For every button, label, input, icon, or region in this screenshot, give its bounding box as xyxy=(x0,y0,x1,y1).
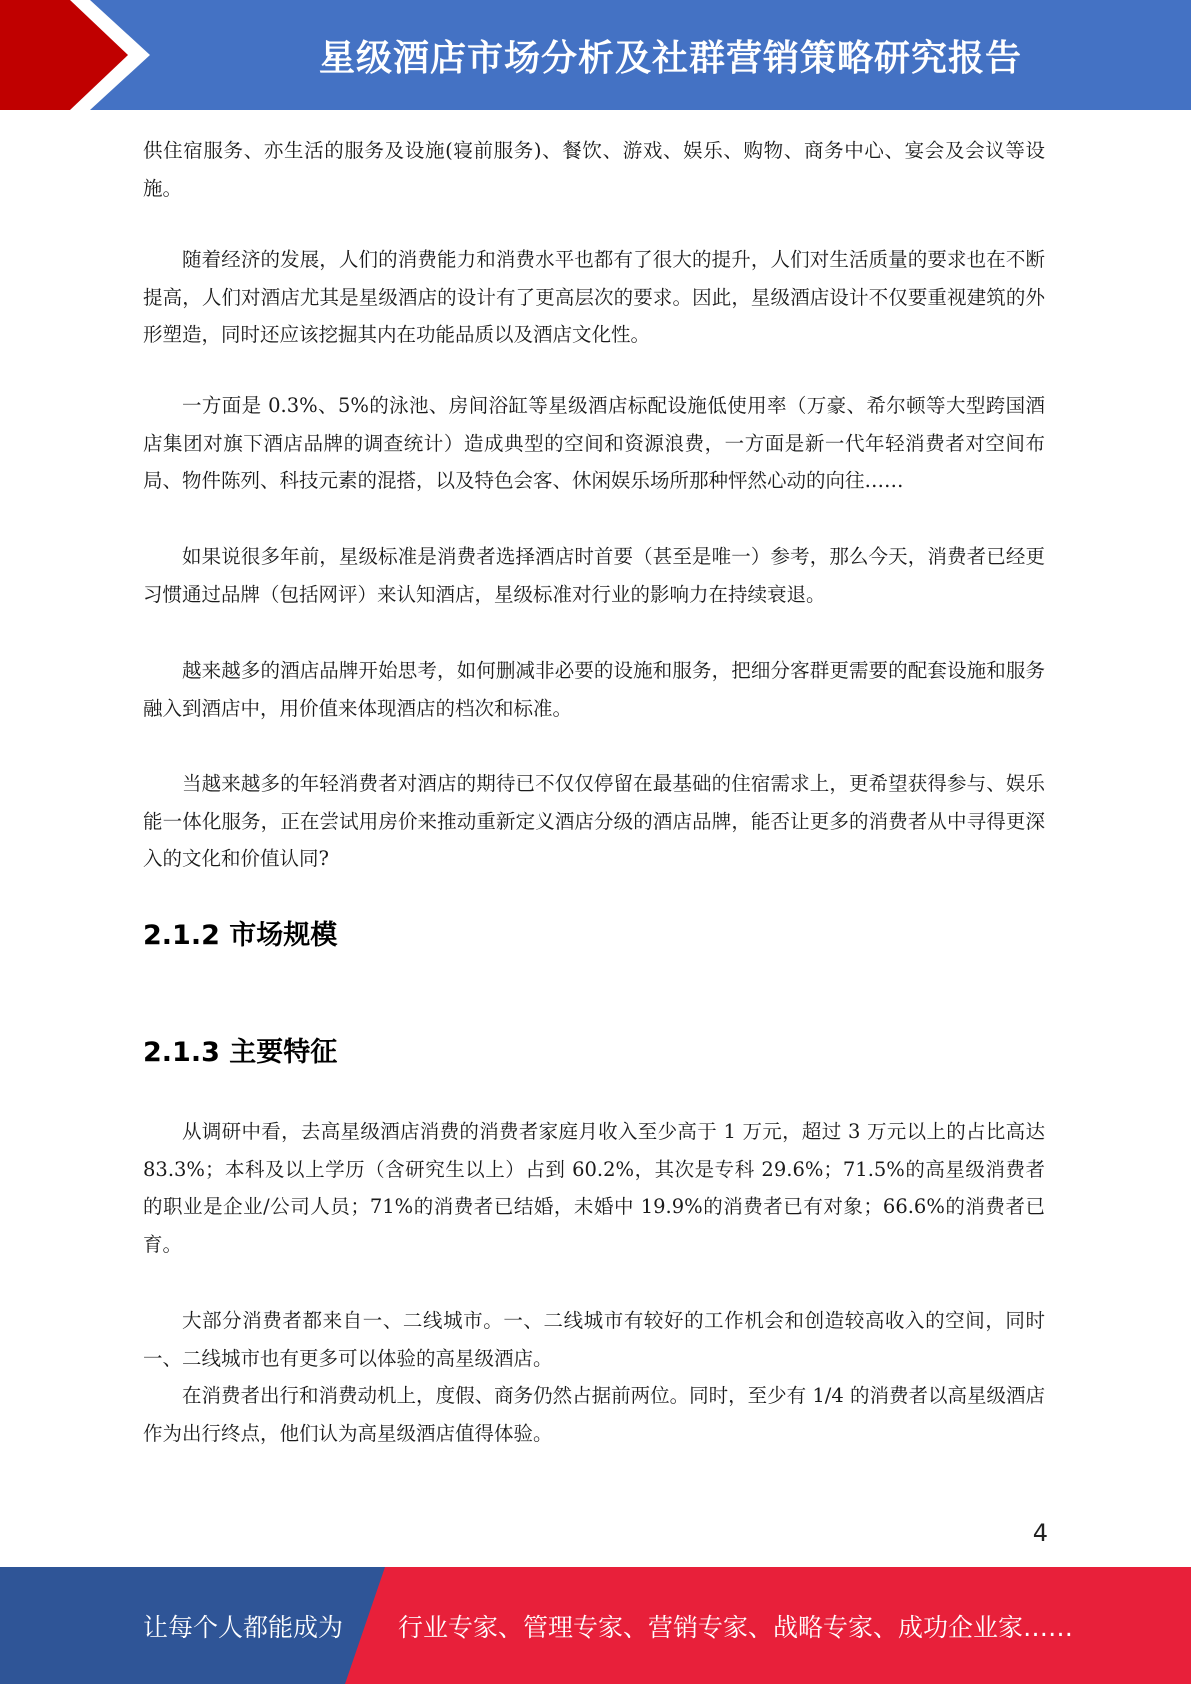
page-header xyxy=(0,0,1191,110)
section-heading-main-features: 2.1.3 主要特征 xyxy=(143,1037,338,1068)
paragraph-usage-rate: 一方面是 0.3%、5%的泳池、房间浴缸等星级酒店标配设施低使用率（万豪、希尔顿等大型跨国酒店集团对旗下酒店品牌的调查统计）造成典型的空间和资源浪费，一方面是新一代年轻消费者对空间布局、物件陈列、科技元素的混搭，以及特色会客、休闲娱乐场所那种怦然心动的向往…… xyxy=(143,394,1045,492)
paragraph-cities: 大部分消费者都来自一、二线城市。一、二线城市有较好的工作机会和创造较高收入的空间，同时一、二线城市也有更多可以体验的高星级酒店。 xyxy=(143,1309,1045,1370)
footer-slogan-left: 让每个人都能成为 xyxy=(143,1612,344,1642)
paragraph-facilities: 供住宿服务、亦生活的服务及设施(寝前服务)、餐饮、游戏、娱乐、购物、商务中心、宴会及会议等设施。 xyxy=(143,139,1045,200)
paragraph-travel-motivation: 在消费者出行和消费动机上，度假、商务仍然占据前两位。同时，至少有 1/4 的消费者以高星级酒店作为出行终点，他们认为高星级酒店值得体验。 xyxy=(143,1384,1045,1445)
header-arrow-decoration xyxy=(0,0,160,110)
footer-slogan-right: 行业专家、管理专家、营销专家、战略专家、成功企业家…… xyxy=(398,1612,1074,1642)
page-number: 4 xyxy=(1032,1519,1048,1547)
page-footer xyxy=(0,1567,1191,1684)
section-heading-market-size: 2.1.2 市场规模 xyxy=(143,920,338,951)
report-title: 星级酒店市场分析及社群营销策略研究报告 xyxy=(318,37,1022,79)
paragraph-brand-thinking: 越来越多的酒店品牌开始思考，如何删减非必要的设施和服务，把细分客群更需要的配套设施和服务融入到酒店中，用价值来体现酒店的档次和标准。 xyxy=(143,659,1045,720)
paragraph-survey: 从调研中看，去高星级酒店消费的消费者家庭月收入至少高于 1 万元，超过 3 万元以上的占比高达 83.3%；本科及以上学历（含研究生以上）占到 60.2%，其次是专科 29.6%；71.5%的高星级消费者的职业是企业/公司人员；71%的消费者已结婚，未婚中 19.9%的消费者已有对象；66.6%的消费者已育。 xyxy=(143,1120,1045,1256)
paragraph-young-consumers: 当越来越多的年轻消费者对酒店的期待已不仅仅停留在最基础的住宿需求上，更希望获得参与、娱乐能一体化服务，正在尝试用房价来推动重新定义酒店分级的酒店品牌，能否让更多的消费者从中寻得更深入的文化和价值认同? xyxy=(143,772,1045,870)
paragraph-star-standard: 如果说很多年前，星级标准是消费者选择酒店时首要（甚至是唯一）参考，那么今天，消费者已经更习惯通过品牌（包括网评）来认知酒店，星级标准对行业的影响力在持续衰退。 xyxy=(143,545,1045,606)
paragraph-economy: 随着经济的发展，人们的消费能力和消费水平也都有了很大的提升，人们对生活质量的要求也在不断提高，人们对酒店尤其是星级酒店的设计有了更高层次的要求。因此，星级酒店设计不仅要重视建筑的外形塑造，同时还应该挖掘其内在功能品质以及酒店文化性。 xyxy=(143,248,1045,346)
